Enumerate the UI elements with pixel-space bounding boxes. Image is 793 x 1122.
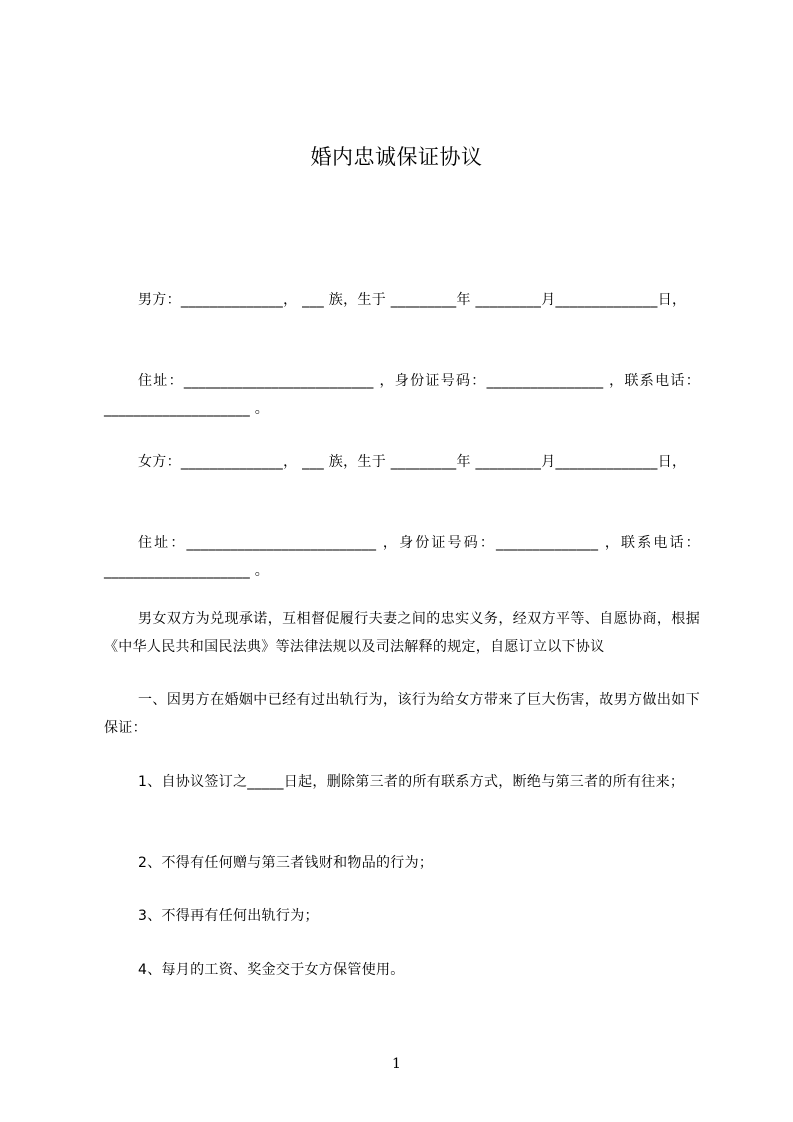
husband-address-paragraph: 住址：__________________________ ，身份证号码：________________ ，联系电话：____________________ 。: [104, 373, 700, 417]
guarantee-item-4: 4、每月的工资、奖金交于女方保管使用。: [138, 962, 405, 978]
agreement-preamble-paragraph: 男女双方为兑现承诺，互相督促履行夫妻之间的忠实义务，经双方平等、自愿协商，根据《中华人民共和国民法典》等法律法规以及司法解释的规定，自愿订立以下协议: [104, 611, 700, 655]
page-number: 1: [392, 1056, 401, 1072]
wife-address-paragraph: 住址：__________________________ ，身份证号码：______________ ，联系电话：____________________ 。: [104, 535, 700, 579]
guarantee-item-2: 2、不得有任何赠与第三者钱财和物品的行为；: [138, 855, 434, 871]
clause-one-paragraph: 一、因男方在婚姻中已经有过出轨行为，该行为给女方带来了巨大伤害，故男方做出如下保证：: [104, 692, 700, 736]
guarantee-item-3: 3、不得再有任何出轨行为；: [138, 908, 319, 924]
document-title: 婚内忠诚保证协议: [310, 145, 483, 169]
guarantee-item-1: 1、自协议签订之_____日起，删除第三者的所有联系方式，断绝与第三者的所有往来；: [138, 774, 685, 790]
wife-info-paragraph: 女方：______________， ___ 族，生于 _________年 _________月______________日，: [138, 454, 687, 470]
husband-info-paragraph: 男方：______________， ___ 族，生于 _________年 _________月______________日，: [138, 292, 687, 308]
